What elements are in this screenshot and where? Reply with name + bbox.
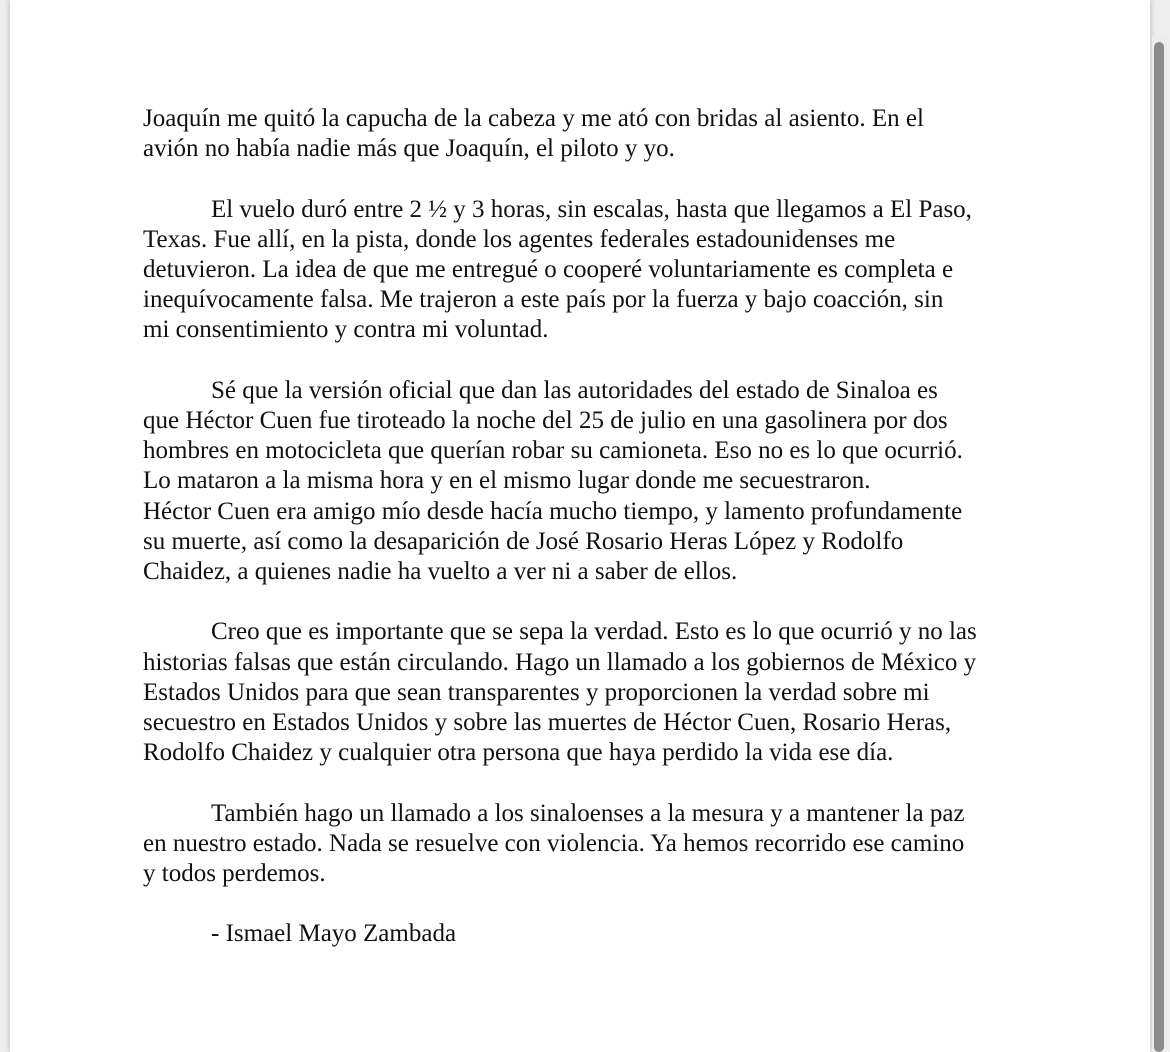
signature: - Ismael Mayo Zambada	[211, 920, 457, 948]
paragraph-line: avión no había nadie más que Joaquín, el piloto y yo.	[143, 135, 675, 163]
paragraph-3	[143, 376, 1043, 587]
paragraph-line: y todos perdemos.	[143, 860, 326, 888]
paragraph-line: su muerte, así como la desaparición de José Rosario Heras López y Rodolfo	[143, 527, 904, 555]
paragraph-1	[143, 104, 1043, 164]
paragraph-line: Héctor Cuen era amigo mío desde hacía mucho tiempo, y lamento profundamente	[143, 497, 963, 525]
paragraph-line: que Héctor Cuen fue tiroteado la noche del 25 de julio en una gasolinera por dos	[143, 407, 948, 434]
paragraph-line: inequívocamente falsa. Me trajeron a este país por la fuerza y bajo coacción, sin	[143, 286, 944, 314]
paragraph-2	[143, 195, 1043, 346]
paragraph-line: Rodolfo Chaidez y cualquier otra persona que haya perdido la vida ese día.	[143, 739, 894, 767]
scrollbar-thumb[interactable]	[1154, 42, 1164, 1052]
paragraph-line: Chaidez, a quienes nadie ha vuelto a ver ni a saber de ellos.	[143, 558, 738, 586]
paragraph-line: secuestro en Estados Unidos y sobre las muertes de Héctor Cuen, Rosario Heras,	[143, 709, 952, 737]
paragraph-line: Joaquín me quitó la capucha de la cabeza y me ató con bridas al asiento. En el	[143, 105, 924, 132]
paragraph-line: Texas. Fue allí, en la pista, donde los agentes federales estadounidenses me	[143, 225, 896, 253]
vertical-scrollbar[interactable]	[1152, 36, 1166, 1052]
paragraph-5	[143, 799, 1043, 890]
paragraph-line: Estados Unidos para que sean transparentes y proporcionen la verdad sobre mi	[143, 678, 930, 706]
document-page	[10, 0, 1150, 1052]
paragraph-line: mi consentimiento y contra mi voluntad.	[143, 316, 549, 344]
paragraph-line: en nuestro estado. Nada se resuelve con violencia. Ya hemos recorrido ese camino	[143, 829, 965, 857]
document-body	[143, 104, 1043, 950]
paragraph-line: detuvieron. La idea de que me entregué o cooperé voluntariamente es completa e	[143, 256, 954, 283]
paragraph-line: Creo que es importante que se sepa la verdad. Esto es lo que ocurrió y no las	[211, 618, 977, 646]
paragraph-line: Sé que la versión oficial que dan las autoridades del estado de Sinaloa es	[211, 376, 938, 404]
paragraph-line: historias falsas que están circulando. Hago un llamado a los gobiernos de México y	[143, 648, 977, 676]
paragraph-line: También hago un llamado a los sinaloenses a la mesura y a mantener la paz	[211, 799, 965, 827]
paragraph-4	[143, 617, 1043, 768]
paragraph-line: hombres en motocicleta que querían robar su camioneta. Eso no es lo que ocurrió.	[143, 437, 963, 465]
paragraph-line: El vuelo duró entre 2 ½ y 3 horas, sin escalas, hasta que llegamos a El Paso,	[211, 195, 972, 223]
paragraph-line: Lo mataron a la misma hora y en el mismo lugar donde me secuestraron.	[143, 467, 871, 495]
